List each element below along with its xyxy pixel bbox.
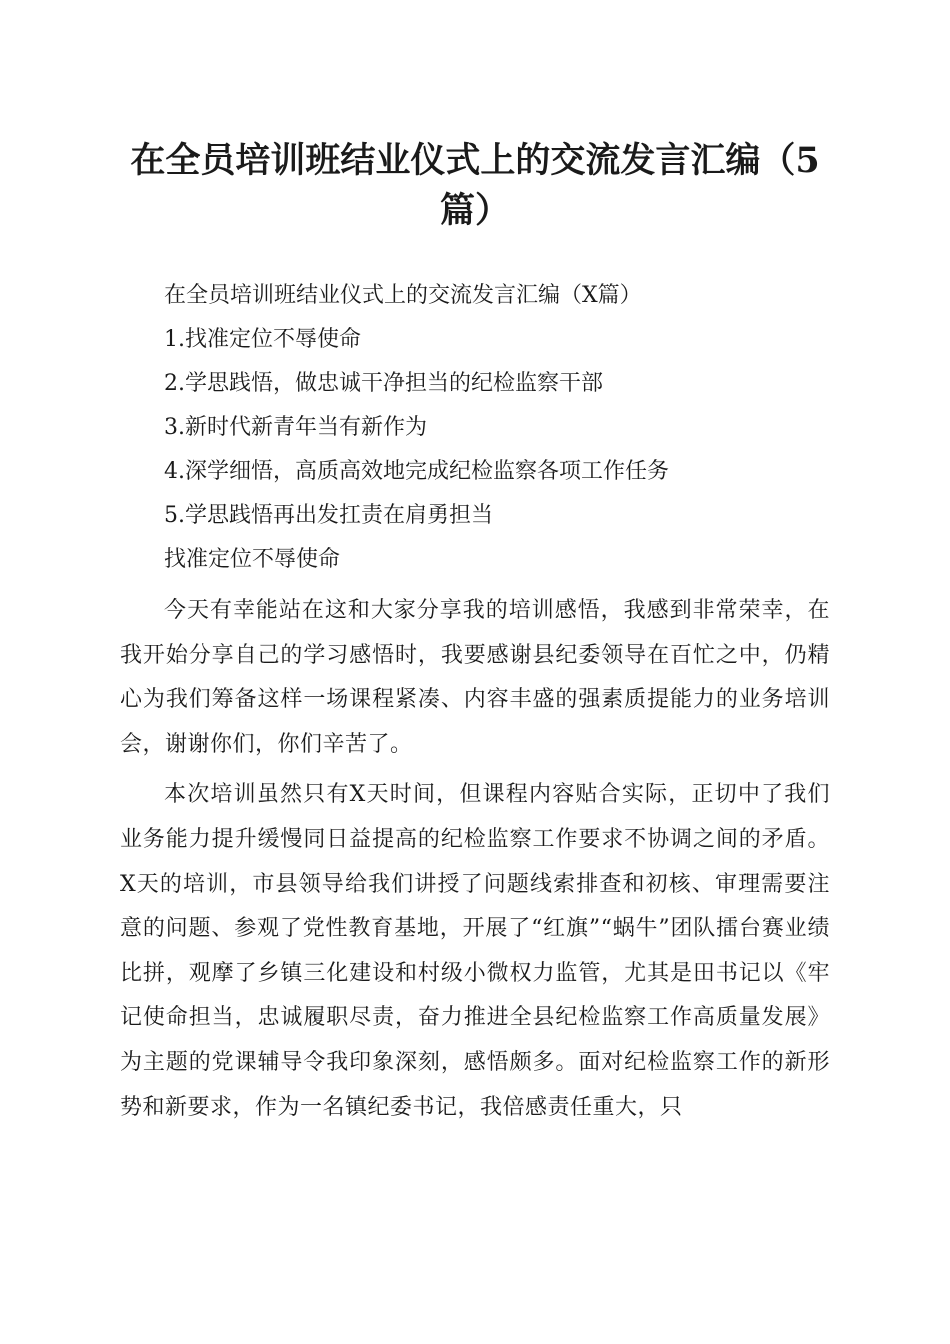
toc-item-5: 5.学思践悟再出发扛责在肩勇担当	[164, 503, 493, 528]
toc-item-1: 1.找准定位不辱使命	[164, 327, 361, 352]
intro-line: 在全员培训班结业仪式上的交流发言汇编（X篇）	[164, 283, 642, 308]
toc-item-3: 3.新时代新青年当有新作为	[164, 415, 427, 440]
document-title: 在全员培训班结业仪式上的交流发言汇编（5篇）	[130, 140, 820, 231]
section-heading: 找准定位不辱使命	[164, 547, 341, 572]
toc-item-4: 4.深学细悟，高质高效地完成纪检监察各项工作任务	[164, 459, 669, 484]
body-paragraph: 今天有幸能站在这和大家分享我的培训感悟，我感到非常荣幸，在我开始分享自己的学习感悟时，我要感谢县纪委领导在百忙之中，仍精心为我们筹备这样一场课程紧凑、内容丰盛的强素质提能力的业务培训会，谢谢你们，你们辛苦了。	[120, 598, 830, 757]
toc-item-2: 2.学思践悟，做忠诚干净担当的纪检监察干部	[164, 371, 603, 396]
document-body	[120, 274, 830, 1130]
body-paragraph: 本次培训虽然只有X天时间，但课程内容贴合实际，正切中了我们业务能力提升缓慢同日益提高的纪检监察工作要求不协调之间的矛盾。X天的培训，市县领导给我们讲授了问题线索排查和初核、审理需要注意的问题、参观了党性教育基地，开展了“红旗”“蜗牛”团队擂台赛业绩比拼，观摩了乡镇三化建设和村级小微权力监管，尤其是田书记以《牢记使命担当，忠诚履职尽责，奋力推进全县纪检监察工作高质量发展》为主题的党课辅导令我印象深刻，感悟颇多。面对纪检监察工作的新形势和新要求，作为一名镇纪委书记，我倍感责任重大，只	[120, 782, 830, 1120]
